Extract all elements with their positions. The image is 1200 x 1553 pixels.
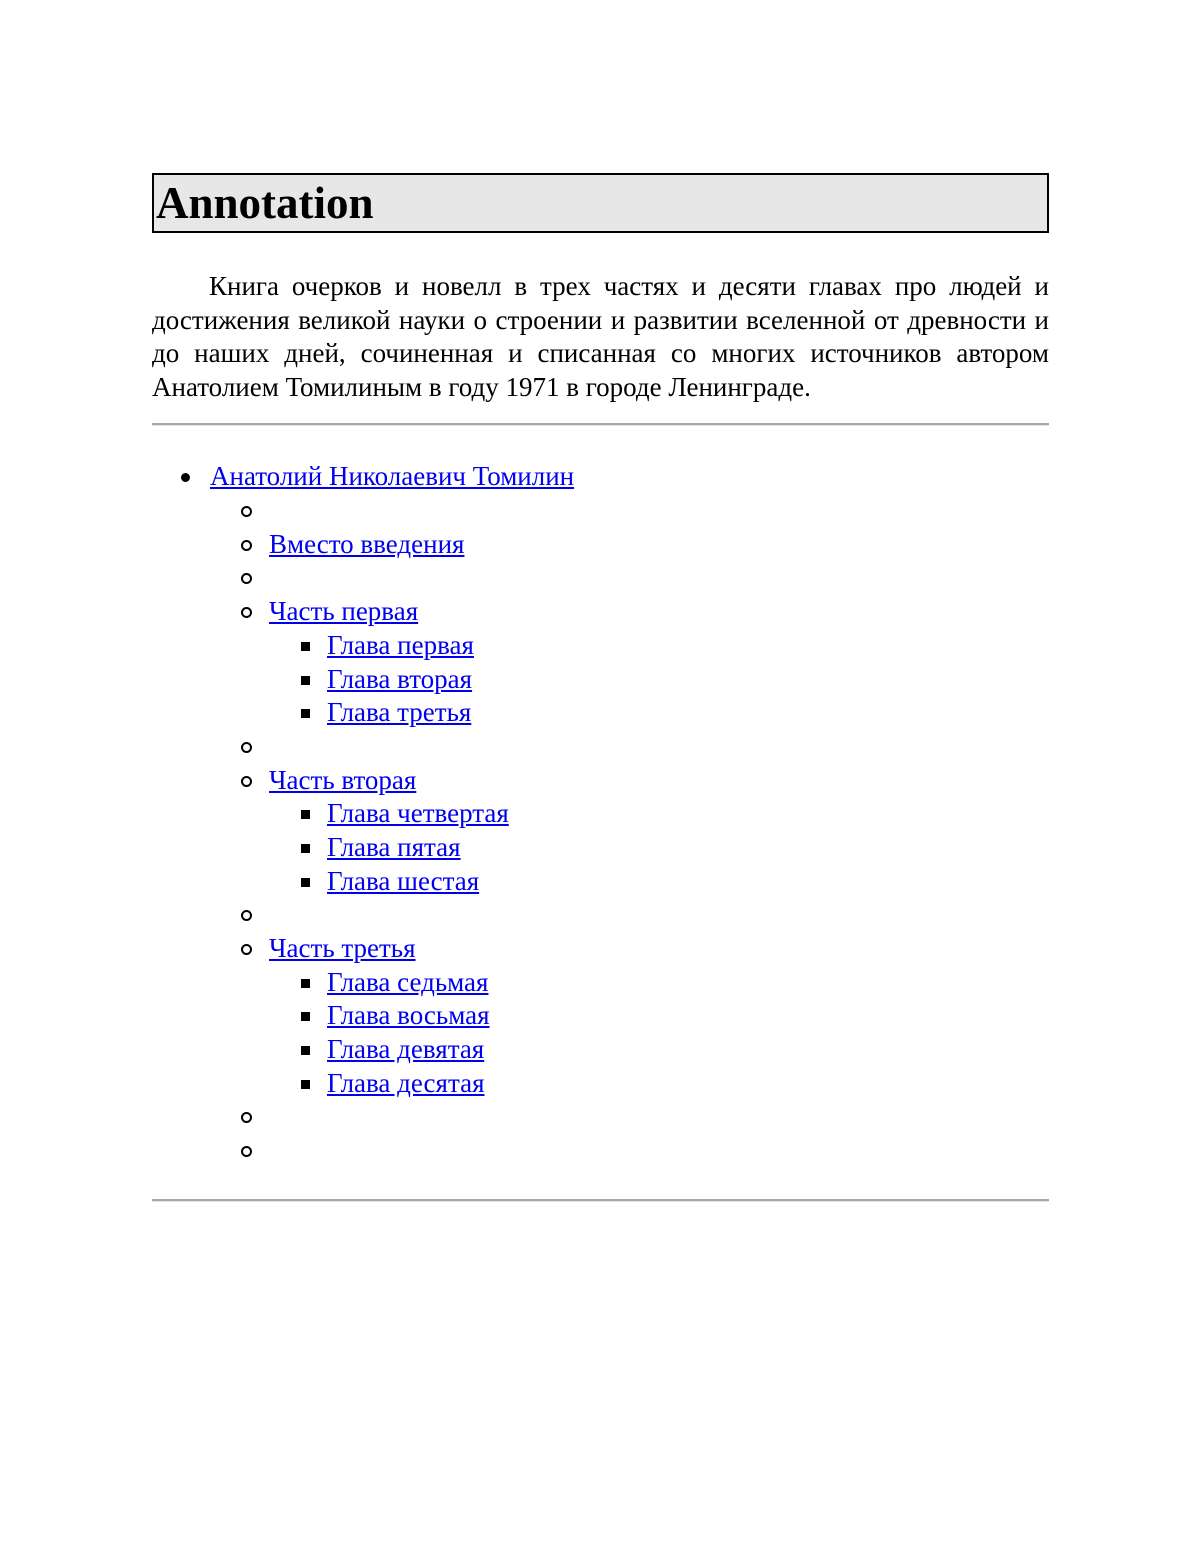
toc-item-intro [152,528,1049,562]
square-bullet-icon [301,709,310,718]
toc-link-chapter-2[interactable]: Глава вторая [327,663,473,694]
horizontal-rule [152,423,1049,426]
toc-item-chapter [152,1067,1049,1101]
toc-link-part1[interactable]: Часть первая [269,596,419,627]
circle-bullet-icon [241,607,252,618]
circle-bullet-icon [241,1112,252,1123]
toc-item-part3 [152,932,1049,966]
square-bullet-icon [301,1080,310,1089]
toc-link-chapter-4[interactable]: Глава четвертая [327,798,509,829]
square-bullet-icon [301,1046,310,1055]
toc-item-author [152,460,1049,494]
square-bullet-icon [301,676,310,685]
table-of-contents [152,460,1049,1167]
circle-bullet-icon [241,776,252,787]
toc-item-chapter [152,831,1049,865]
square-bullet-icon [301,844,310,853]
circle-bullet-icon [241,573,252,584]
annotation-text: Книга очерков и новелл в трех частях и десяти главах про людей и достижения великой науки о строении и развитии вселенной от древности и до наших дней, сочиненная и списанная со многих источников автором Анатолием Томилиным в году 1971 в городе Ленинграде. [152,271,1049,402]
square-bullet-icon [301,1012,310,1021]
circle-bullet-icon [241,910,252,921]
circle-bullet-icon [241,944,252,955]
toc-link-part2[interactable]: Часть вторая [269,764,417,795]
toc-item-part1 [152,595,1049,629]
toc-item-chapter [152,865,1049,899]
document-page [152,173,1049,1202]
toc-item-empty [152,1100,1049,1134]
toc-link-chapter-5[interactable]: Глава пятая [327,831,461,862]
horizontal-rule [152,1199,1049,1202]
toc-link-chapter-3[interactable]: Глава третья [327,697,472,728]
toc-link-chapter-10[interactable]: Глава десятая [327,1067,485,1098]
toc-link-chapter-9[interactable]: Глава девятая [327,1034,485,1065]
square-bullet-icon [301,878,310,887]
toc-link-chapter-7[interactable]: Глава седьмая [327,966,489,997]
toc-item-chapter [152,663,1049,697]
page-title: Annotation [156,177,374,228]
toc-link-part3[interactable]: Часть третья [269,933,416,963]
toc-item-chapter [152,1033,1049,1067]
toc-item-empty [152,494,1049,528]
disc-bullet-icon [181,473,190,482]
square-bullet-icon [301,979,310,988]
toc-link-chapter-1[interactable]: Глава первая [327,629,474,660]
toc-link-chapter-8[interactable]: Глава восьмая [327,1000,490,1031]
circle-bullet-icon [241,506,252,517]
toc-item-empty [152,730,1049,764]
toc-item-part2 [152,764,1049,798]
toc-item-chapter [152,629,1049,663]
toc-link-intro[interactable]: Вместо введения [269,528,465,559]
title-box [152,173,1049,233]
toc-item-empty [152,1134,1049,1168]
toc-item-chapter [152,696,1049,730]
square-bullet-icon [301,810,310,819]
circle-bullet-icon [241,742,252,753]
square-bullet-icon [301,642,310,651]
circle-bullet-icon [241,540,252,551]
toc-item-chapter [152,999,1049,1033]
circle-bullet-icon [241,1146,252,1157]
toc-item-chapter [152,966,1049,1000]
toc-item-chapter [152,797,1049,831]
toc-link-chapter-6[interactable]: Глава шестая [327,865,480,896]
toc-item-empty [152,561,1049,595]
toc-item-empty [152,898,1049,932]
toc-link-author[interactable]: Анатолий Николаевич Томилин [210,461,575,492]
